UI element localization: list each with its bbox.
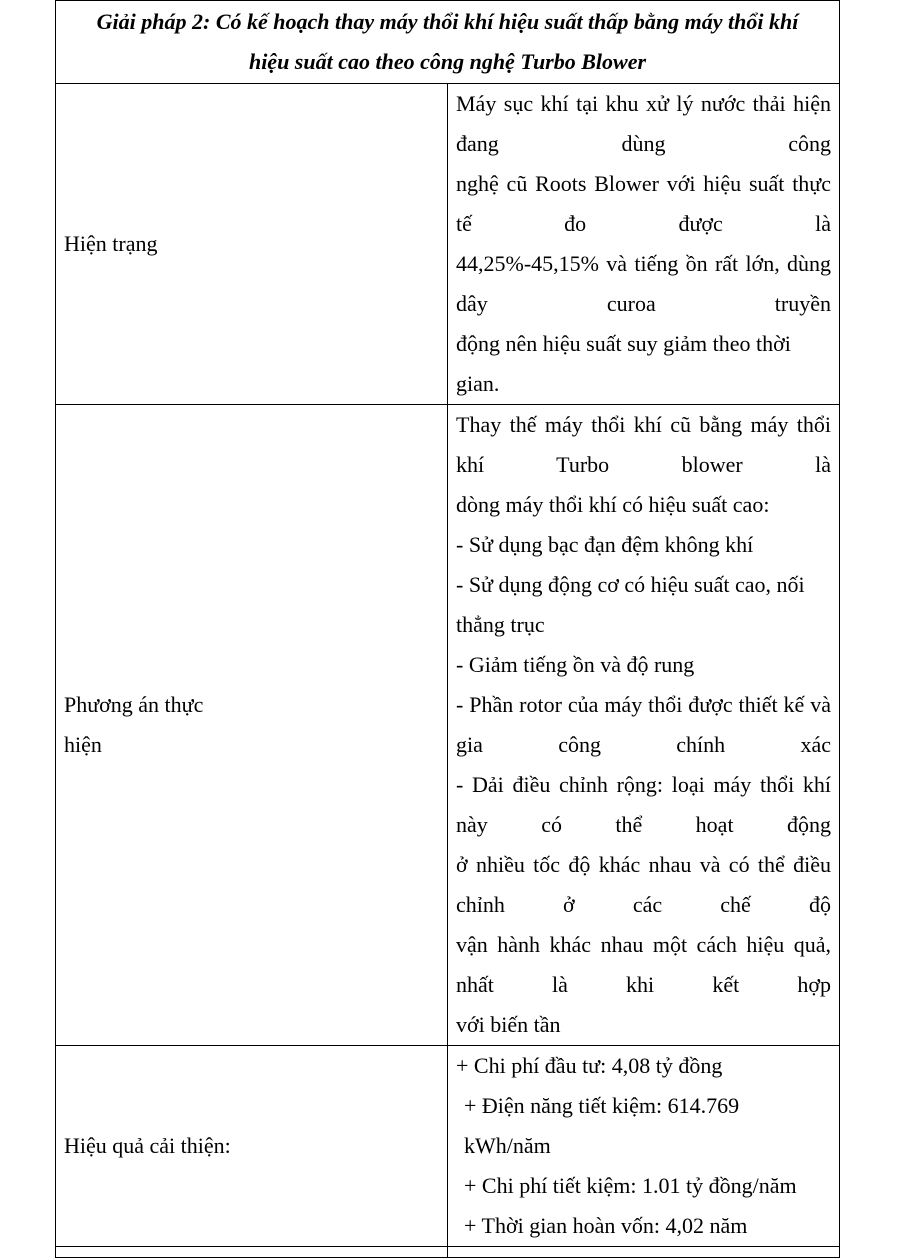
effect-line: + Chi phí tiết kiệm: 1.01 tỷ đồng/năm — [464, 1173, 797, 1198]
empty-cell — [448, 1247, 840, 1258]
table-title — [56, 1, 840, 84]
status-label-cell — [56, 84, 448, 405]
table-row-effect — [56, 1046, 840, 1247]
effect-line: + Thời gian hoàn vốn: 4,02 năm — [464, 1213, 748, 1238]
plan-line: Thay thế máy thổi khí cũ bằng máy thổi khí Turbo blower là — [456, 412, 831, 477]
status-line: Máy sục khí tại khu xử lý nước thải hiện đang dùng công — [456, 91, 831, 156]
plan-content-cell — [448, 405, 840, 1046]
plan-bullet: - Dải điều chỉnh rộng: loại máy thổi khí này có thể hoạt động — [456, 772, 831, 837]
plan-line: ở nhiều tốc độ khác nhau và có thể điều chỉnh ở các chế độ — [456, 852, 831, 917]
status-label: Hiện trạng — [64, 231, 158, 256]
effect-line: + Chi phí đầu tư: 4,08 tỷ đồng — [456, 1053, 723, 1078]
plan-bullet: - Giảm tiếng ồn và độ rung — [456, 652, 695, 677]
plan-line: dòng máy thổi khí có hiệu suất cao: — [456, 492, 770, 517]
status-line: 44,25%-45,15% và tiếng ồn rất lớn, dùng dây curoa truyền — [456, 251, 831, 316]
effect-label: Hiệu quả cải thiện: — [64, 1133, 231, 1158]
solution-table — [55, 0, 840, 1258]
empty-cell — [56, 1247, 448, 1258]
status-line: nghệ cũ Roots Blower với hiệu suất thực tế đo được là — [456, 171, 831, 236]
plan-label-line-2: hiện — [64, 732, 102, 757]
plan-bullet: - Phần rotor của máy thổi được thiết kế và gia công chính xác — [456, 692, 831, 757]
title-line-1: Giải pháp 2: Có kế hoạch thay máy thổi khí hiệu suất thấp bằng máy thổi khí — [96, 9, 799, 34]
status-line: động nên hiệu suất suy giảm theo thời gian. — [456, 331, 791, 396]
title-line-2: hiệu suất cao theo công nghệ Turbo Blower — [248, 49, 647, 74]
plan-bullet: - Sử dụng bạc đạn đệm không khí — [456, 532, 754, 557]
plan-line: với biến tần — [456, 1012, 561, 1037]
table-row-empty — [56, 1247, 840, 1258]
table-row-status — [56, 84, 840, 405]
plan-bullet: - Sử dụng động cơ có hiệu suất cao, nối thẳng trục — [456, 572, 805, 637]
effect-label-cell — [56, 1046, 448, 1247]
plan-label-line-1: Phương án thực — [64, 692, 204, 717]
plan-line: vận hành khác nhau một cách hiệu quả, nhất là khi kết hợp — [456, 932, 831, 997]
effect-content-cell — [448, 1046, 840, 1247]
table-row-plan — [56, 405, 840, 1046]
title-row — [56, 1, 840, 84]
plan-label-cell — [56, 405, 448, 1046]
effect-line: + Điện năng tiết kiệm: 614.769 kWh/năm — [464, 1093, 740, 1158]
status-content-cell — [448, 84, 840, 405]
